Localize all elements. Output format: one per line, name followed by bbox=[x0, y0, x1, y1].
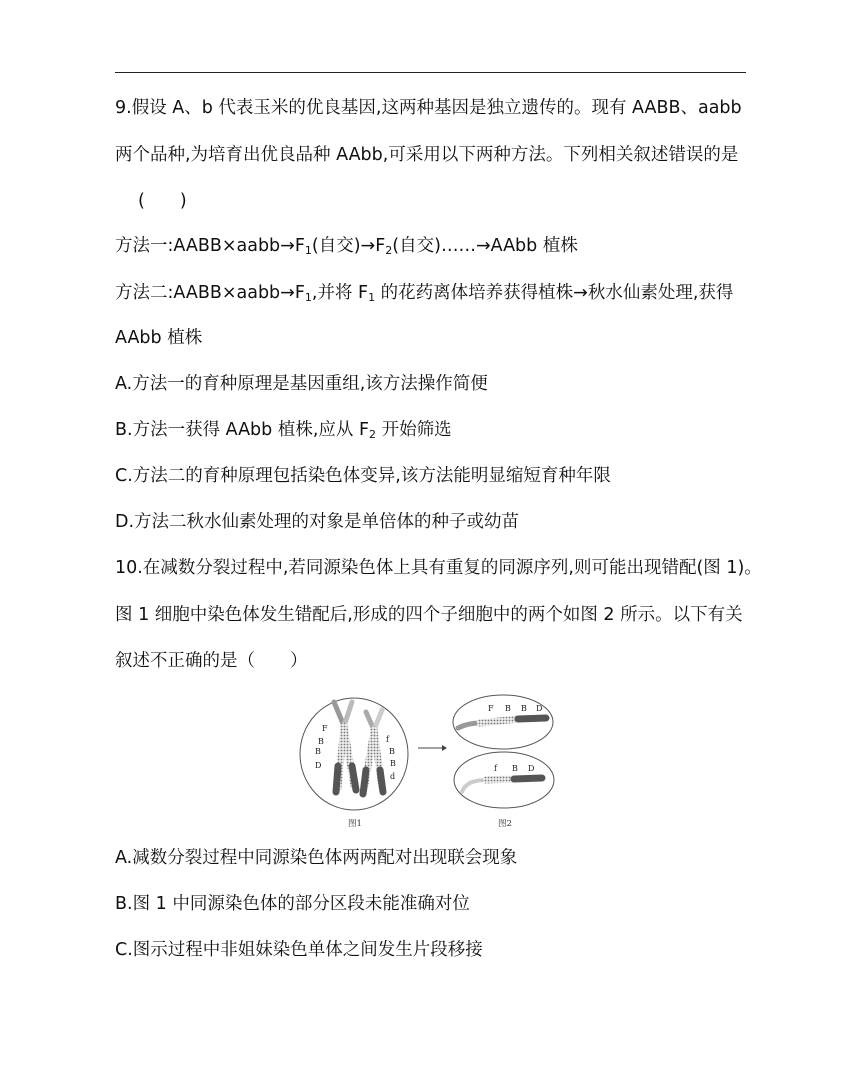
fig1-left-label-1: F bbox=[322, 724, 328, 733]
fig1-left-label-3: B bbox=[315, 747, 321, 756]
q9-option-c: C.方法二的育种原理包括染色体变异,该方法能明显缩短育种年限 bbox=[115, 466, 611, 486]
q9-method-two: 方法二$:AABB\times aabb\to F_1$,并将 $F_1$ 的花药离体培养获得植株→秋水仙素处理,获得 bbox=[115, 283, 734, 304]
fig2-bottom-label-1: f bbox=[494, 764, 497, 773]
fig2-top-label-4: D bbox=[536, 704, 543, 713]
q9-answer-paren: ( ) bbox=[138, 191, 187, 211]
q9-method-one: 方法一$:AABB\times aabb\to F_1$(自交)$\to F_2$(自交)……→AAbb 植株 bbox=[115, 236, 578, 257]
fig2-bottom-label-2: B bbox=[512, 764, 518, 773]
q10-stem-line2: 图 1 细胞中染色体发生错配后,形成的四个子细胞中的两个如图 2 所示。以下有关 bbox=[115, 605, 743, 625]
fig1-right-label-2: B bbox=[389, 747, 395, 756]
fig2-bottom-label-3: D bbox=[528, 764, 535, 773]
q9-option-a: A.方法一的育种原理是基因重组,该方法操作简便 bbox=[115, 374, 488, 394]
q10-option-c: C.图示过程中非姐妹染色单体之间发生片段移接 bbox=[115, 940, 483, 960]
fig2-top-label-2: B bbox=[505, 704, 511, 713]
fig2-top-label-3: B bbox=[521, 704, 527, 713]
arrow-icon bbox=[418, 745, 447, 751]
q9-stem-line1: 9.假设 A、b 代表玉米的优良基因,这两种基因是独立遗传的。现有 AABB、aabb bbox=[115, 98, 742, 118]
fig2-caption: 图2 bbox=[498, 819, 512, 829]
fig1-right-label-1: f bbox=[386, 735, 389, 744]
fig1-right-label-4: d bbox=[390, 772, 396, 781]
q9-option-d: D.方法二秋水仙素处理的对象是单倍体的种子或幼苗 bbox=[115, 512, 520, 532]
fig2-top-label-1: F bbox=[488, 704, 494, 713]
q10-option-b: B.图 1 中同源染色体的部分区段未能准确对位 bbox=[115, 894, 470, 914]
q10-option-a: A.减数分裂过程中同源染色体两两配对出现联会现象 bbox=[115, 848, 518, 868]
q10-stem-line1: 10.在减数分裂过程中,若同源染色体上具有重复的同源序列,则可能出现错配(图 1)。 bbox=[115, 558, 762, 578]
fig1-left-label-2: B bbox=[318, 737, 324, 746]
header-rule bbox=[115, 72, 746, 73]
q9-option-b: B.方法一获得 AAbb 植株,应从 $F_2$ 开始筛选 bbox=[115, 420, 452, 441]
q9-stem-line2: 两个品种,为培育出优良品种 AAbb,可采用以下两种方法。下列相关叙述错误的是 bbox=[115, 145, 739, 165]
fig1-left-label-4: D bbox=[315, 761, 322, 770]
chromosome-figure bbox=[298, 692, 564, 830]
q9-method-two-cont: AAbb 植株 bbox=[115, 328, 203, 348]
fig1-caption: 图1 bbox=[348, 819, 362, 829]
q10-stem-line3: 叙述不正确的是（ ） bbox=[115, 651, 308, 671]
fig1-right-label-3: B bbox=[390, 759, 396, 768]
